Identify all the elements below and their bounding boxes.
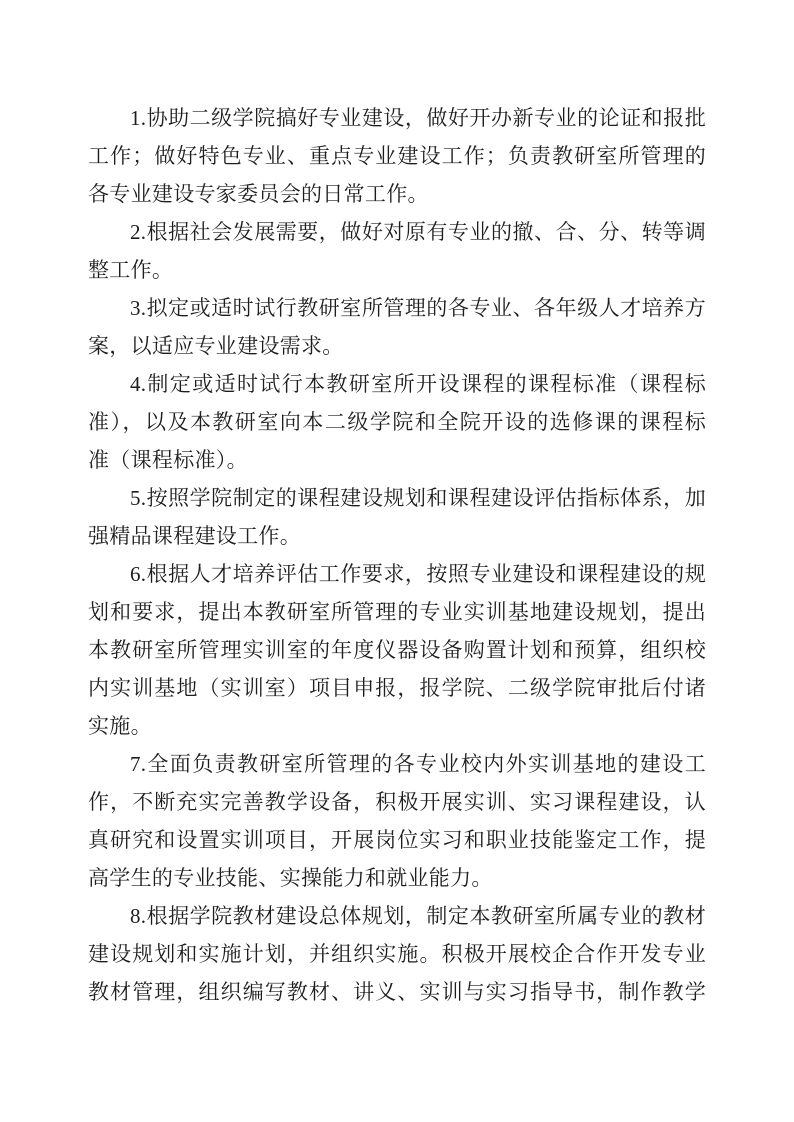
document-paragraph [88,555,706,745]
text-line: 工作；做好特色专业、重点专业建设工作；负责教研室所管理的 [88,144,706,168]
text-line: 实施。 [88,714,152,738]
document-body [88,99,706,1011]
text-line: 高学生的专业技能、实操能力和就业能力。 [88,866,493,890]
text-line: 2.根据社会发展需要，做好对原有专业的撤、合、分、转等调 [130,220,706,244]
text-line: 4.制定或适时试行本教研室所开设课程的课程标准（课程标 [130,372,706,396]
text-line: 1.协助二级学院搞好专业建设，做好开办新专业的论证和报批 [130,106,706,130]
text-line: 划和要求，提出本教研室所管理的专业实训基地建设规划，提出 [88,600,706,624]
text-line: 作，不断充实完善教学设备，积极开展实训、实习课程建设，认 [88,790,706,814]
text-line: 各专业建设专家委员会的日常工作。 [88,182,429,206]
text-line: 准），以及本教研室向本二级学院和全院开设的选修课的课程标 [88,410,706,434]
text-line: 案，以适应专业建设需求。 [88,334,344,358]
text-line: 5.按照学院制定的课程建设规划和课程建设评估指标体系，加 [130,486,706,510]
document-paragraph [88,289,706,365]
text-line: 真研究和设置实训项目，开展岗位实习和职业技能鉴定工作，提 [88,828,706,852]
text-line: 强精品课程建设工作。 [88,524,301,548]
document-paragraph [88,99,706,213]
text-line: 3.拟定或适时试行教研室所管理的各专业、各年级人才培养方 [130,296,706,320]
text-line: 7.全面负责教研室所管理的各专业校内外实训基地的建设工 [130,752,706,776]
document-paragraph [88,365,706,479]
document-paragraph [88,897,706,1011]
text-line: 6.根据人才培养评估工作要求，按照专业建设和课程建设的规 [130,562,706,586]
document-paragraph [88,479,706,555]
text-line: 整工作。 [88,258,174,282]
text-line: 内实训基地（实训室）项目申报，报学院、二级学院审批后付诸 [88,676,706,700]
text-line: 建设规划和实施计划，并组织实施。积极开展校企合作开发专业 [88,942,706,966]
document-paragraph [88,745,706,897]
text-line: 准（课程标准）。 [88,448,248,472]
text-line: 本教研室所管理实训室的年度仪器设备购置计划和预算，组织校 [88,638,706,662]
text-line: 8.根据学院教材建设总体规划，制定本教研室所属专业的教材 [130,904,706,928]
text-line: 教材管理，组织编写教材、讲义、实训与实习指导书，制作教学 [88,980,706,1004]
document-paragraph [88,213,706,289]
